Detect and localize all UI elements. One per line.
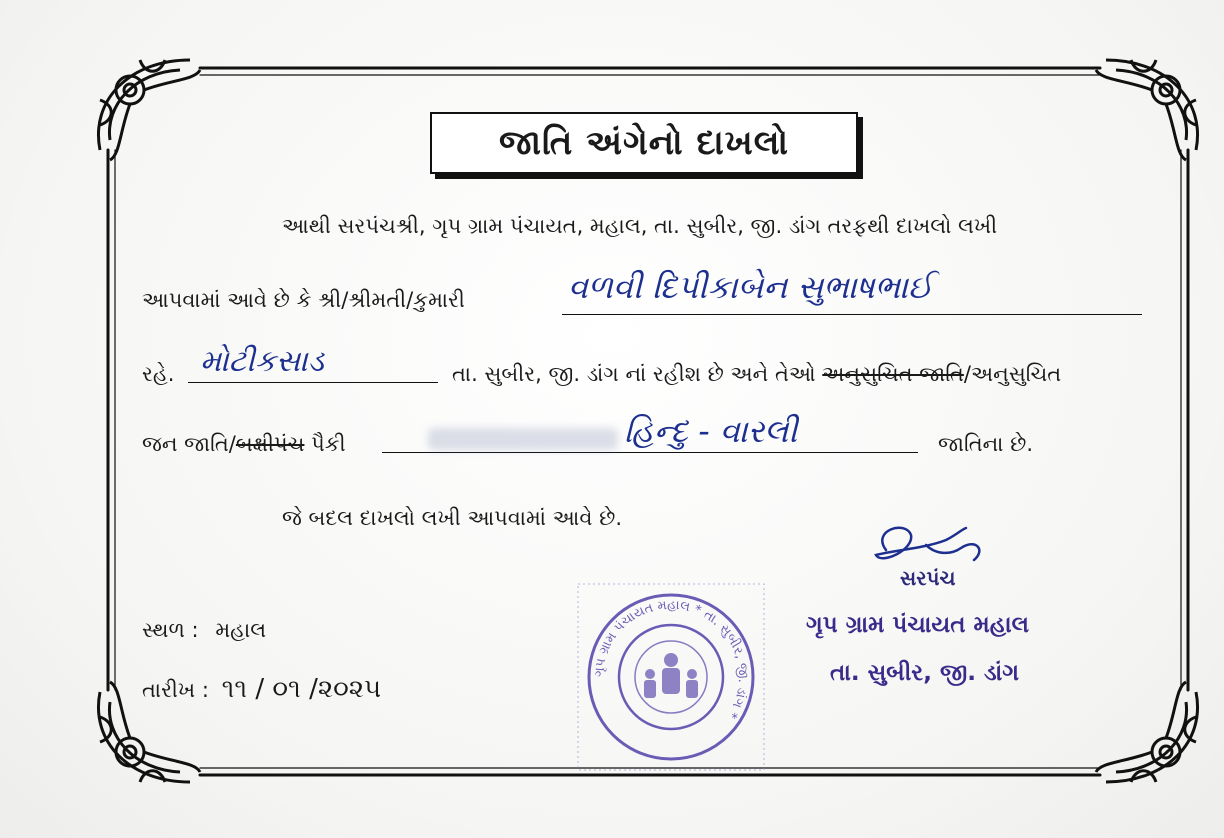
stamp-text: ગૃપ ગ્રામ પંચાયત મહાલ * તા. સુબીર, જી. ડાંગ *: [591, 597, 751, 721]
body-line-4-suffix: જાતિના છે.: [938, 432, 1033, 456]
corner-ornament-tr: [1096, 60, 1198, 160]
name-handwritten: વળવી દિપીકાબેન સુભાષભાઈ: [568, 268, 933, 306]
body-line-3-text: [452, 362, 1061, 387]
date-label: તારીખ :: [142, 678, 209, 702]
body-line-5: જે બદલ દાખલો લખી આપવામાં આવે છે.: [282, 506, 623, 530]
sarpanch-title: સરપંચ: [900, 566, 956, 590]
village-underline: [188, 382, 438, 383]
place-label: સ્થળ :: [142, 618, 199, 642]
date-value: ૧૧ / ૦૧ /૨૦૨૫: [221, 674, 382, 704]
village-handwritten: મોટીકસાડ: [200, 344, 325, 379]
certificate-title: જાતિ અંગેનો દાખલો: [499, 123, 789, 163]
panchayat-stamp: [576, 582, 766, 772]
body-line-2-prefix: આપવામાં આવે છે કે શ્રી/શ્રીમતી/કુમારી: [142, 288, 465, 312]
body-line-1: આથી સરપંચશ્રી, ગૃપ ગ્રામ પંચાયત, મહાલ, તા. સુબીર, જી. ડાંગ તરફથી દાખલો લખી: [282, 214, 998, 238]
place-row: [142, 618, 266, 643]
body-line-3-struck: અનુસુચિત જાતિ: [822, 362, 964, 386]
body-line-4-struck: બક્ષીપંચ: [235, 432, 305, 456]
body-line-3-suffix: /અનુસુચિત: [963, 362, 1062, 386]
body-line-4-prefix: જન જાતિ/: [142, 432, 236, 456]
body-line-3-mid: તા. સુબીર, જી. ડાંગ નાં રહીશ છે અને તેઓ: [452, 362, 816, 386]
body-line-4-text: [142, 432, 346, 457]
office-line-1: ગૃપ ગ્રામ પંચાયત મહાલ: [806, 612, 1030, 638]
title-box: [430, 112, 858, 174]
corner-ornament-br: [1096, 682, 1198, 782]
caste-underline: [382, 452, 918, 453]
caste-handwritten: હિન્દુ - વારલી: [624, 412, 798, 450]
corner-ornament-tl: [98, 60, 200, 160]
name-underline: [562, 314, 1142, 315]
stamp-graphic: [576, 582, 766, 772]
redacted-area: [428, 428, 618, 450]
body-line-3-prefix: રહે.: [142, 362, 175, 386]
body-line-4-mid: પૈકી: [304, 432, 346, 456]
office-line-2: તા. સુબીર, જી. ડાંગ: [830, 660, 1020, 686]
place-value: મહાલ: [215, 618, 267, 642]
date-row: [142, 674, 381, 705]
